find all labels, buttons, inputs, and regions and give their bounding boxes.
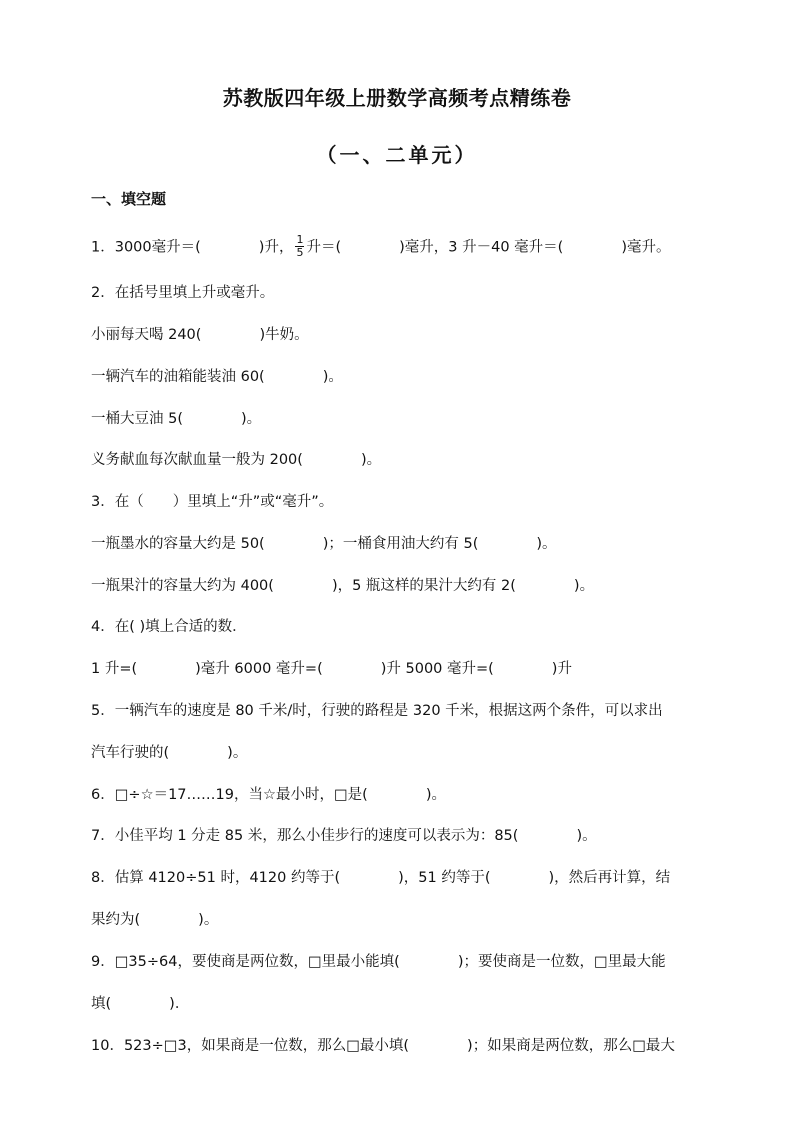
- question-4-item: 1 升=( )毫升 6000 毫升=( )升 5000 毫升=( )升: [91, 661, 572, 677]
- fraction-denominator: 5: [296, 246, 304, 259]
- question-10: 10．523÷□3，如果商是一位数，那么□最小填( )；如果商是两位数，那么□最大: [91, 1038, 675, 1054]
- page-title: 苏教版四年级上册数学高频考点精练卷: [222, 86, 572, 110]
- question-2: 2．在括号里填上升或毫升。: [91, 285, 275, 301]
- question-8: 8．估算 4120÷51 时，4120 约等于( )，51 约等于( )，然后再计算，结: [91, 870, 671, 886]
- fraction-numerator: 1: [296, 233, 304, 246]
- question-2-item: 义务献血每次献血量一般为 200( )。: [91, 452, 382, 468]
- page-subtitle: （一、二单元）: [316, 143, 478, 167]
- question-9-cont: 填( )．: [91, 996, 190, 1012]
- question-2-item: 小丽每天喝 240( )牛奶。: [91, 327, 309, 343]
- question-3: 3．在（ ）里填上“升”或“毫升”。: [91, 494, 334, 510]
- question-4: 4．在( )填上合适的数．: [91, 619, 247, 635]
- question-1-text-a: 1．3000毫升＝( )升，: [91, 239, 294, 256]
- question-2-item: 一桶大豆油 5( )。: [91, 411, 262, 427]
- question-6: 6．□÷☆＝17……19，当☆最小时，□是( )。: [91, 787, 446, 803]
- section-heading: 一、填空题: [91, 190, 167, 208]
- fraction: [295, 234, 304, 259]
- question-3-item: 一瓶果汁的容量大约为 400( )，5 瓶这样的果汁大约有 2( )。: [91, 578, 595, 594]
- question-5-cont: 汽车行驶的( )。: [91, 745, 248, 761]
- question-5: 5．一辆汽车的速度是 80 千米/时，行驶的路程是 320 千米，根据这两个条件，可以求出: [91, 703, 663, 719]
- question-8-cont: 果约为( )。: [91, 912, 219, 928]
- question-2-item: 一辆汽车的油箱能装油 60( )。: [91, 369, 343, 385]
- question-1-text-b: 升＝( )毫升，3 升－40 毫升＝( )毫升。: [306, 239, 671, 256]
- question-9: 9．□35÷64，要使商是两位数，□里最小能填( )；要使商是一位数，□里最大能: [91, 954, 666, 970]
- question-3-item: 一瓶墨水的容量大约是 50( )；一桶食用油大约有 5( )。: [91, 536, 557, 552]
- question-7: 7．小佳平均 1 分走 85 米，那么小佳步行的速度可以表示为：85( )。: [91, 828, 597, 844]
- question-1: [91, 235, 714, 260]
